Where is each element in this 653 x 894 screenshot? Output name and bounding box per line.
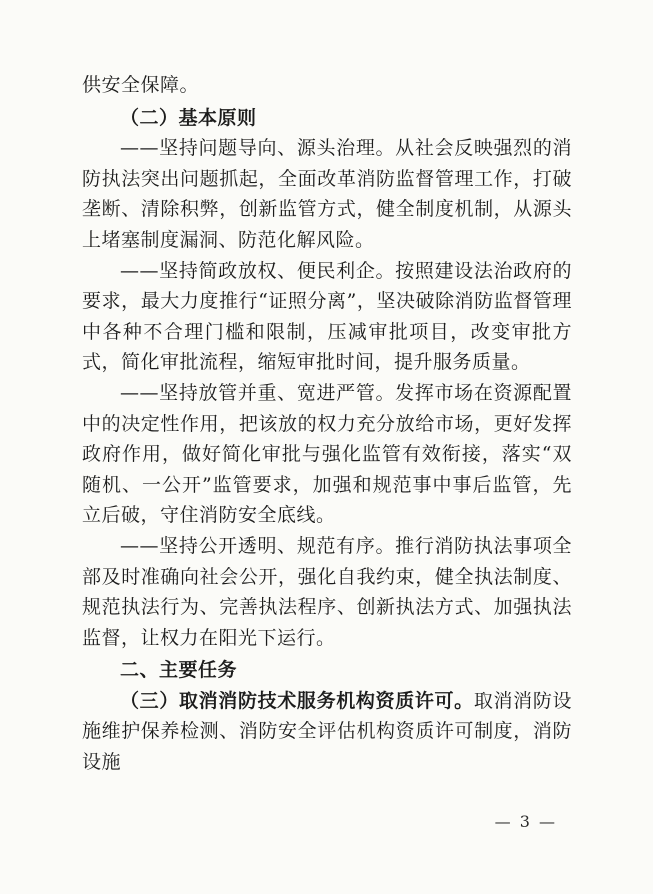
principle-paragraph-1 <box>82 133 572 255</box>
page-number: — 3 — <box>494 812 557 831</box>
principle-paragraph-4 <box>82 531 572 653</box>
task-paragraph-3 <box>82 686 572 778</box>
paragraph-text: ——坚持公开透明、规范有序。推行消防执法事项全部及时准确向社会公开，强化自我约束，健全执法制度、规范执法行为、完善执法程序、创新执法方式、加强执法监督，让权力在阳光下运行。 <box>82 534 572 649</box>
paragraph-text: 供安全保障。 <box>82 74 200 96</box>
paragraph-text: ——坚持放管并重、宽进严管。发挥市场在资源配置中的决定性作用，把该放的权力充分放给市场，更好发挥政府作用，做好简化审批与强化监管有效衔接，落实“双随机、一公开”监管要求，加强和规范事中事后监管，先立后破，守住消防安全底线。 <box>82 381 572 527</box>
section-heading-main-tasks <box>82 655 572 686</box>
document-body <box>82 70 572 778</box>
paragraph-text: ——坚持简政放权、便民利企。按照建设法治政府的要求，最大力度推行“证照分离”，坚决破除消防监督管理中各种不合理门槛和限制，压减审批项目，改变审批方式，简化审批流程，缩短审批时间，提升服务质量。 <box>82 259 572 374</box>
principle-paragraph-3 <box>82 378 572 531</box>
section-heading-basic-principles <box>82 103 572 134</box>
principle-paragraph-2 <box>82 256 572 378</box>
task-lead-text: （三）取消消防技术服务机构资质许可。 <box>120 689 474 712</box>
paragraph-continuation <box>82 70 572 101</box>
heading-text: （二）基本原则 <box>120 106 257 129</box>
paragraph-text: 取消消防设施维护保养检测、消防安全评估机构资质许可制度，消防设施 <box>82 689 572 774</box>
paragraph-text: ——坚持问题导向、源头治理。从社会反映强烈的消防执法突出问题抓起，全面改革消防监督管理工作，打破垄断、清除积弊，创新监管方式，健全制度机制，从源头上堵塞制度漏洞、防范化解风险。 <box>82 137 572 251</box>
heading-text: 二、主要任务 <box>120 659 238 682</box>
